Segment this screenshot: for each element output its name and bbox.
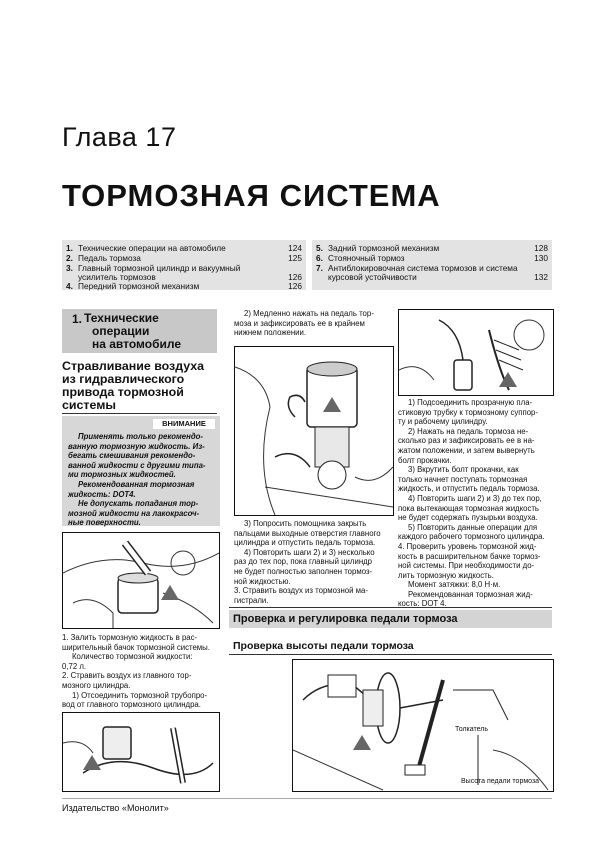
- figure-master-cylinder: [234, 346, 394, 516]
- divider: [229, 607, 552, 608]
- toc-item[interactable]: 7. Антиблокировочная система тормозов и система: [316, 263, 518, 273]
- toc-item[interactable]: 5. Задний тормозной механизм 128: [316, 243, 548, 253]
- illustration-reservoir: [63, 533, 219, 628]
- section-heading-2: Проверка и регулировка педали тормоза: [229, 610, 552, 628]
- toc-item[interactable]: 1. Технические операции на автомобиле 124: [66, 243, 302, 253]
- figure-bleed-tube: [398, 309, 554, 396]
- watermark-icon: [499, 372, 517, 387]
- watermark-icon: [83, 755, 101, 770]
- col1-text: 1. Залить тормозную жидкость в рас- ширительный бачок тормозной системы. Количество тормозной жидкости: 0,72 л. 2. Стравить воздух из главного тор- мозного цилиндра. 1) Отсоединить тормозной трубопро- вод от главного тормозного цилиндра.: [62, 633, 210, 710]
- section-heading-1: 1. Технические операции на автомобиле: [62, 309, 217, 353]
- toc-item[interactable]: усилитель тормозов 126: [78, 272, 302, 282]
- watermark-icon: [323, 397, 341, 412]
- publisher: Издательство «Монолит»: [62, 803, 169, 813]
- toc-item[interactable]: 4. Передний тормозной механизм 126: [66, 281, 302, 291]
- toc-item[interactable]: 2. Педаль тормоза 125: [66, 253, 302, 263]
- watermark-icon: [161, 585, 179, 600]
- subsection-heading: Стравливание воздуха из гидравлического привода тормозной системы: [62, 359, 205, 412]
- col2-top-text: 2) Медленно нажать на педаль тор- моза и зафиксировать ее в крайнем нижнем положении.: [234, 309, 374, 338]
- footer-rule: [62, 798, 552, 799]
- divider: [229, 654, 552, 655]
- divider: [62, 413, 217, 414]
- figure-brake-line: [62, 712, 220, 792]
- col3-text: 1) Подсоединить прозрачную пла- стиковую трубку к тормозному суппор- ту и рабочему цилиндру. 2) Нажать на педаль тормоза не- сколько раз и зафиксировать ее в на- жатом положении, и затем вывернуть болт прокачки. 3) Вкрутить болт прокачки, как только начнет поступать тормозная жидкость, и отпустить педаль тормоза. 4) Повторить шаги 2) и 3) до тех пор, пока вытекающая тормозная жидкость не будет содержать пузырьки воздуха. 5) Повторить данные операции для каждого рабочего тормозного цилиндра. 4. Проверить уровень тормозной жид- кость в расширительном бачке тормоз- ной системы. При необходимости до- лить тормозную жидкость. Момент затяжки: 8,0 Н·м. Рекомендованная тормозная жид- кость: DOT 4.: [398, 398, 545, 609]
- section-heading-3: Проверка высоты педали тормоза: [233, 640, 414, 652]
- figure-pedal-height: [292, 659, 554, 792]
- toc-item[interactable]: 3. Главный тормозной цилиндр и вакуумный: [66, 263, 241, 273]
- page-title: ТОРМОЗНАЯ СИСТЕМА: [62, 178, 441, 213]
- col2-bottom-text: 3) Попросить помощника закрыть пальцами выходные отверстия главного цилиндра и отпустить педаль тормоза. 4) Повторить шаги 2) и 3) несколько раз до тех пор, пока главный цилиндр не будет полностью заполнен тормоз- ной жидкостью. 3. Стравить воздух из тормозной ма- гистрали.: [234, 519, 381, 605]
- toc-right: [312, 240, 552, 290]
- note-header: ВНИМАНИЕ: [153, 419, 215, 429]
- warning-note: ВНИМАНИЕ Применять только рекомендо- ванную тормозную жидкость. Из- бегать смешивания рекомендо- ванной жидкости с другими типа- ми тормозных жидкостей. Рекомендованная тормозная жидкость: DOT4. Не допускать попадания тор- мозной жидкости на лакокрасоч- ные поверхности.: [62, 416, 220, 526]
- figure-filling-reservoir: [62, 532, 220, 629]
- watermark-icon: [353, 735, 371, 750]
- label-pedal-height: Высота педали тормоза: [461, 778, 540, 785]
- toc-left: [62, 240, 306, 290]
- toc-item[interactable]: курсовой устойчивости 132: [328, 272, 548, 282]
- toc-item[interactable]: 6. Стояночный тормоз 130: [316, 253, 548, 263]
- chapter-label: Глава 17: [62, 122, 177, 152]
- label-pusher: Толкатель: [455, 726, 489, 733]
